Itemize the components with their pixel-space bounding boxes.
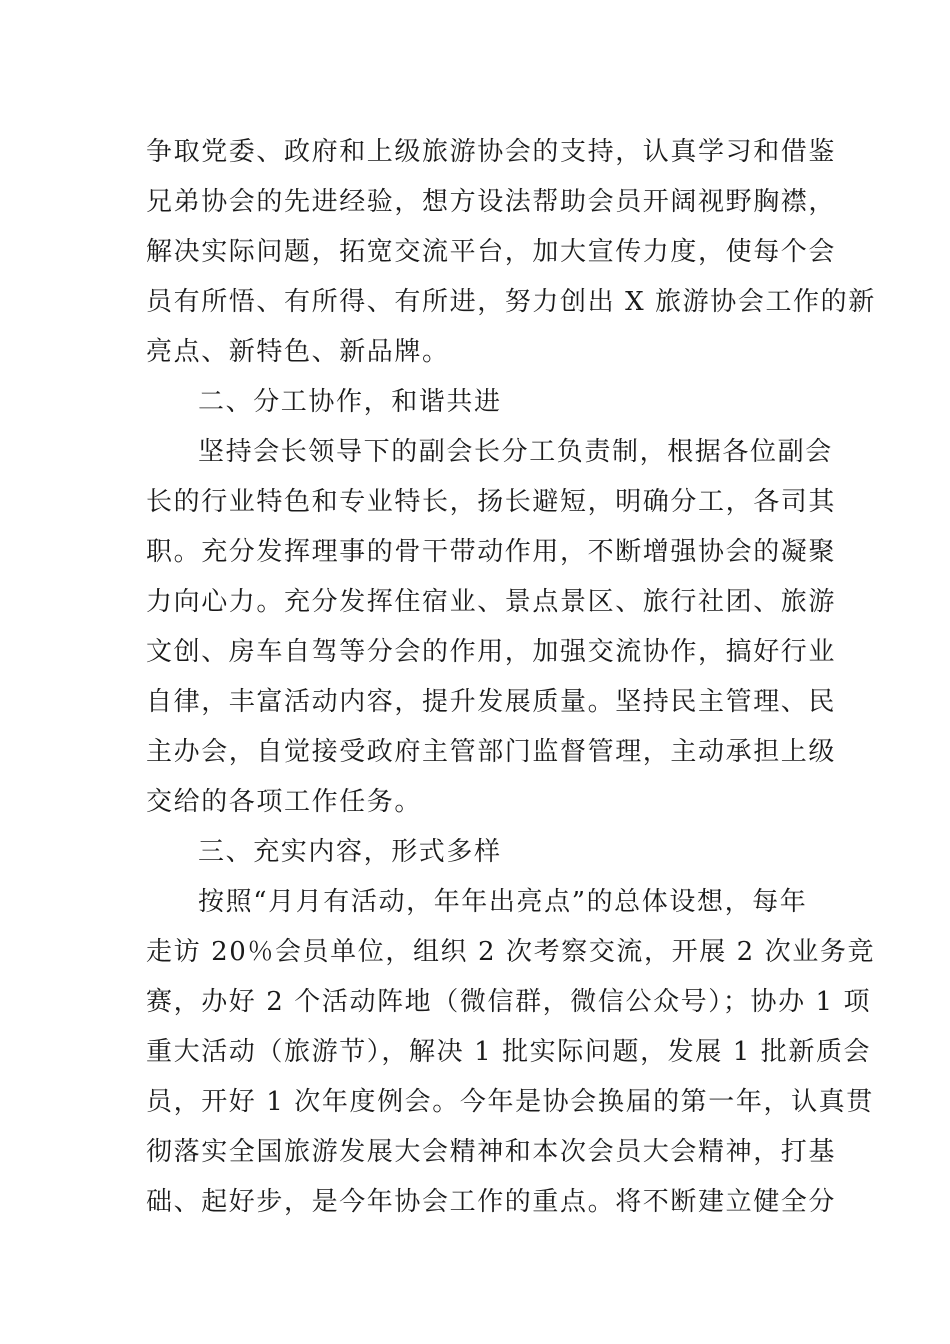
text-line: 兄弟协会的先进经验，想方设法帮助会员开阔视野胸襟， [146,187,837,217]
text-line: 长的行业特色和专业特长，扬长避短，明确分工，各司其 [146,487,837,517]
text-line: 员有所悟、有所得、有所进，努力创出 X 旅游协会工作的新 [146,287,876,317]
text-line: 文创、房车自驾等分会的作用，加强交流协作，搞好行业 [146,637,837,667]
text-line: 主办会，自觉接受政府主管部门监督管理，主动承担上级 [146,737,837,767]
text-line: 按照“月月有活动，年年出亮点”的总体设想，每年 [198,887,808,917]
text-line: 员，开好 1 次年度例会。今年是协会换届的第一年，认真贯 [146,1087,874,1117]
text-line: 争取党委、政府和上级旅游协会的支持，认真学习和借鉴 [146,137,837,167]
text-line: 赛，办好 2 个活动阵地（微信群，微信公众号）；协办 1 项 [146,987,872,1017]
text-line: 三、充实内容，形式多样 [198,837,502,867]
text-line: 彻落实全国旅游发展大会精神和本次会员大会精神，打基 [146,1137,837,1167]
text-line: 职。充分发挥理事的骨干带动作用，不断增强协会的凝聚 [146,537,837,567]
text-line: 解决实际问题，拓宽交流平台，加大宣传力度，使每个会 [146,237,837,267]
document-body [146,127,876,1227]
text-line: 亮点、新特色、新品牌。 [146,337,450,367]
text-line: 础、起好步，是今年协会工作的重点。将不断建立健全分 [146,1187,837,1217]
text-line: 走访 20％会员单位，组织 2 次考察交流，开展 2 次业务竞 [146,937,876,967]
text-line: 交给的各项工作任务。 [146,787,423,817]
text-line: 坚持会长领导下的副会长分工负责制，根据各位副会 [198,437,833,467]
text-line: 重大活动（旅游节），解决 1 批实际问题，发展 1 批新质会 [146,1037,872,1067]
text-line: 力向心力。充分发挥住宿业、景点景区、旅行社团、旅游 [146,587,837,617]
text-line: 自律，丰富活动内容，提升发展质量。坚持民主管理、民 [146,687,837,717]
text-line: 二、分工协作，和谐共进 [198,387,502,417]
